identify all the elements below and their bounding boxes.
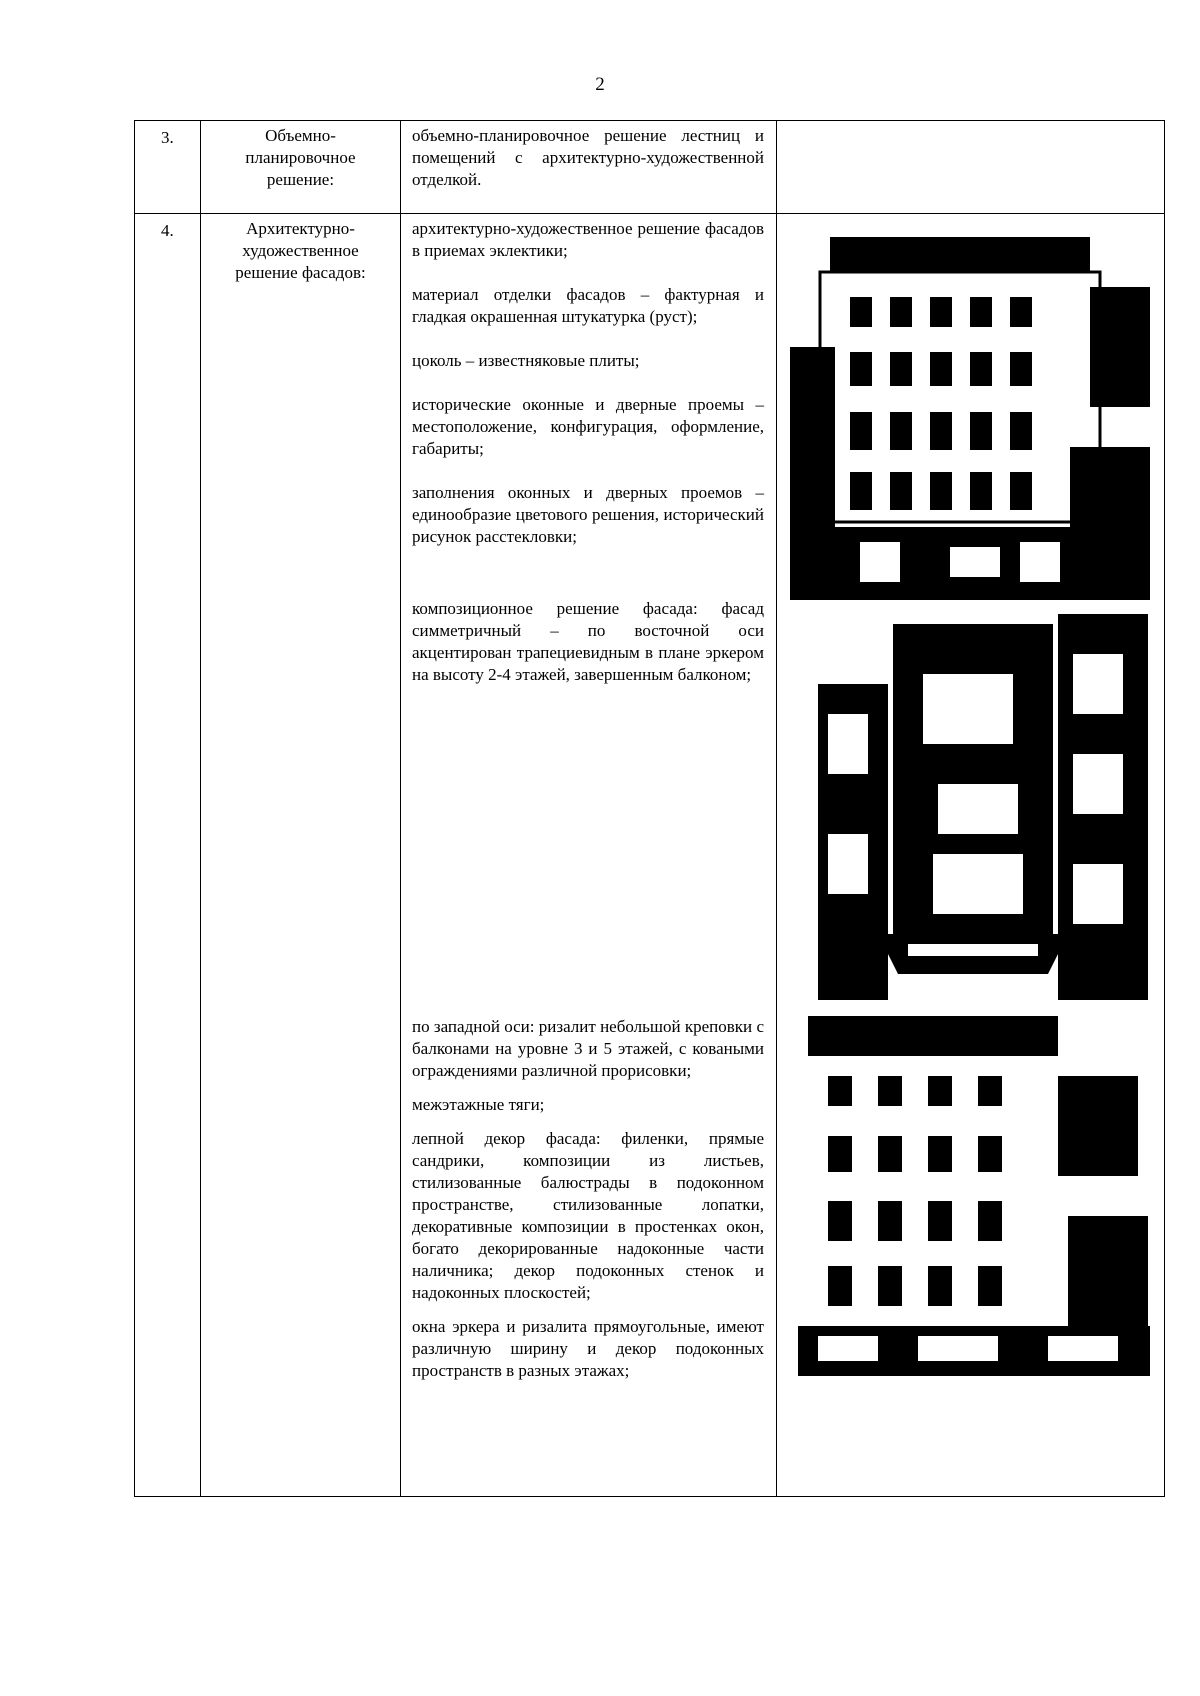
description-paragraph: материал отделки фасадов – фактурная и гладкая окрашенная штукатурка (руст); bbox=[412, 285, 764, 326]
row-number-cell bbox=[135, 214, 201, 1497]
description-paragraph: окна эркера и ризалита прямоугольные, имеют различную ширину и декор подоконных пространств в разных этажах; bbox=[412, 1317, 764, 1380]
bay-window-photo bbox=[818, 614, 1148, 1000]
row-image-cell bbox=[777, 121, 1165, 214]
description-paragraph: заполнения оконных и дверных проемов – единообразие цветового решения, исторический рисунок расстекловки; bbox=[412, 483, 764, 546]
row-name bbox=[201, 121, 400, 191]
facade-photo-1 bbox=[790, 227, 1150, 600]
facade-photo-2 bbox=[798, 1016, 1150, 1376]
description-paragraph: лепной декор фасада: филенки, прямые сандрики, композиции из листьев, стилизованные балюстрады в подоконном пространстве, стилизованные лопатки, декоративные композиции в простенках окон, богато декорированные надоконные части наличника; декор подоконных стенок и надоконных плоскостей; bbox=[412, 1129, 764, 1302]
row-number: 4. bbox=[161, 221, 174, 240]
row-name-cell bbox=[201, 121, 401, 214]
row-number: 3. bbox=[161, 128, 174, 147]
row-description bbox=[401, 214, 776, 1382]
description-paragraph: объемно-планировочное решение лестниц и помещений с архитектурно-художественной отделкой. bbox=[412, 126, 764, 189]
description-paragraph: межэтажные тяги; bbox=[412, 1095, 545, 1114]
facade-photo-2-image bbox=[798, 1016, 1150, 1376]
facade-photo-1-image bbox=[790, 227, 1150, 600]
description-paragraph: цоколь – известняковые плиты; bbox=[412, 351, 640, 370]
row-description bbox=[401, 121, 776, 191]
row-name bbox=[201, 214, 400, 284]
description-paragraph: архитектурно-художественное решение фасадов в приемах эклектики; bbox=[412, 219, 764, 260]
table-row-3 bbox=[135, 121, 1165, 214]
description-paragraph: композиционное решение фасада: фасад симметричный – по восточной оси акцентирован трапециевидным в плане эркером на высоту 2-4 этажей, завершенным балконом; bbox=[412, 599, 764, 684]
row-number-cell bbox=[135, 121, 201, 214]
row-description-cell bbox=[401, 214, 777, 1497]
row-name-text: Объемно- планировочное решение: bbox=[245, 126, 356, 189]
row-name-text: Архитектурно- художественное решение фасадов: bbox=[235, 219, 366, 282]
bay-window-photo-image bbox=[818, 614, 1148, 1000]
page-number: 2 bbox=[595, 74, 605, 95]
description-paragraph: исторические оконные и дверные проемы – местоположение, конфигурация, оформление, габариты; bbox=[412, 395, 764, 458]
row-name-cell bbox=[201, 214, 401, 1497]
row-description-cell bbox=[401, 121, 777, 214]
description-paragraph: по западной оси: ризалит небольшой креповки с балконами на уровне 3 и 5 этажей, с коваными ограждениями различной прорисовки; bbox=[412, 1017, 764, 1080]
